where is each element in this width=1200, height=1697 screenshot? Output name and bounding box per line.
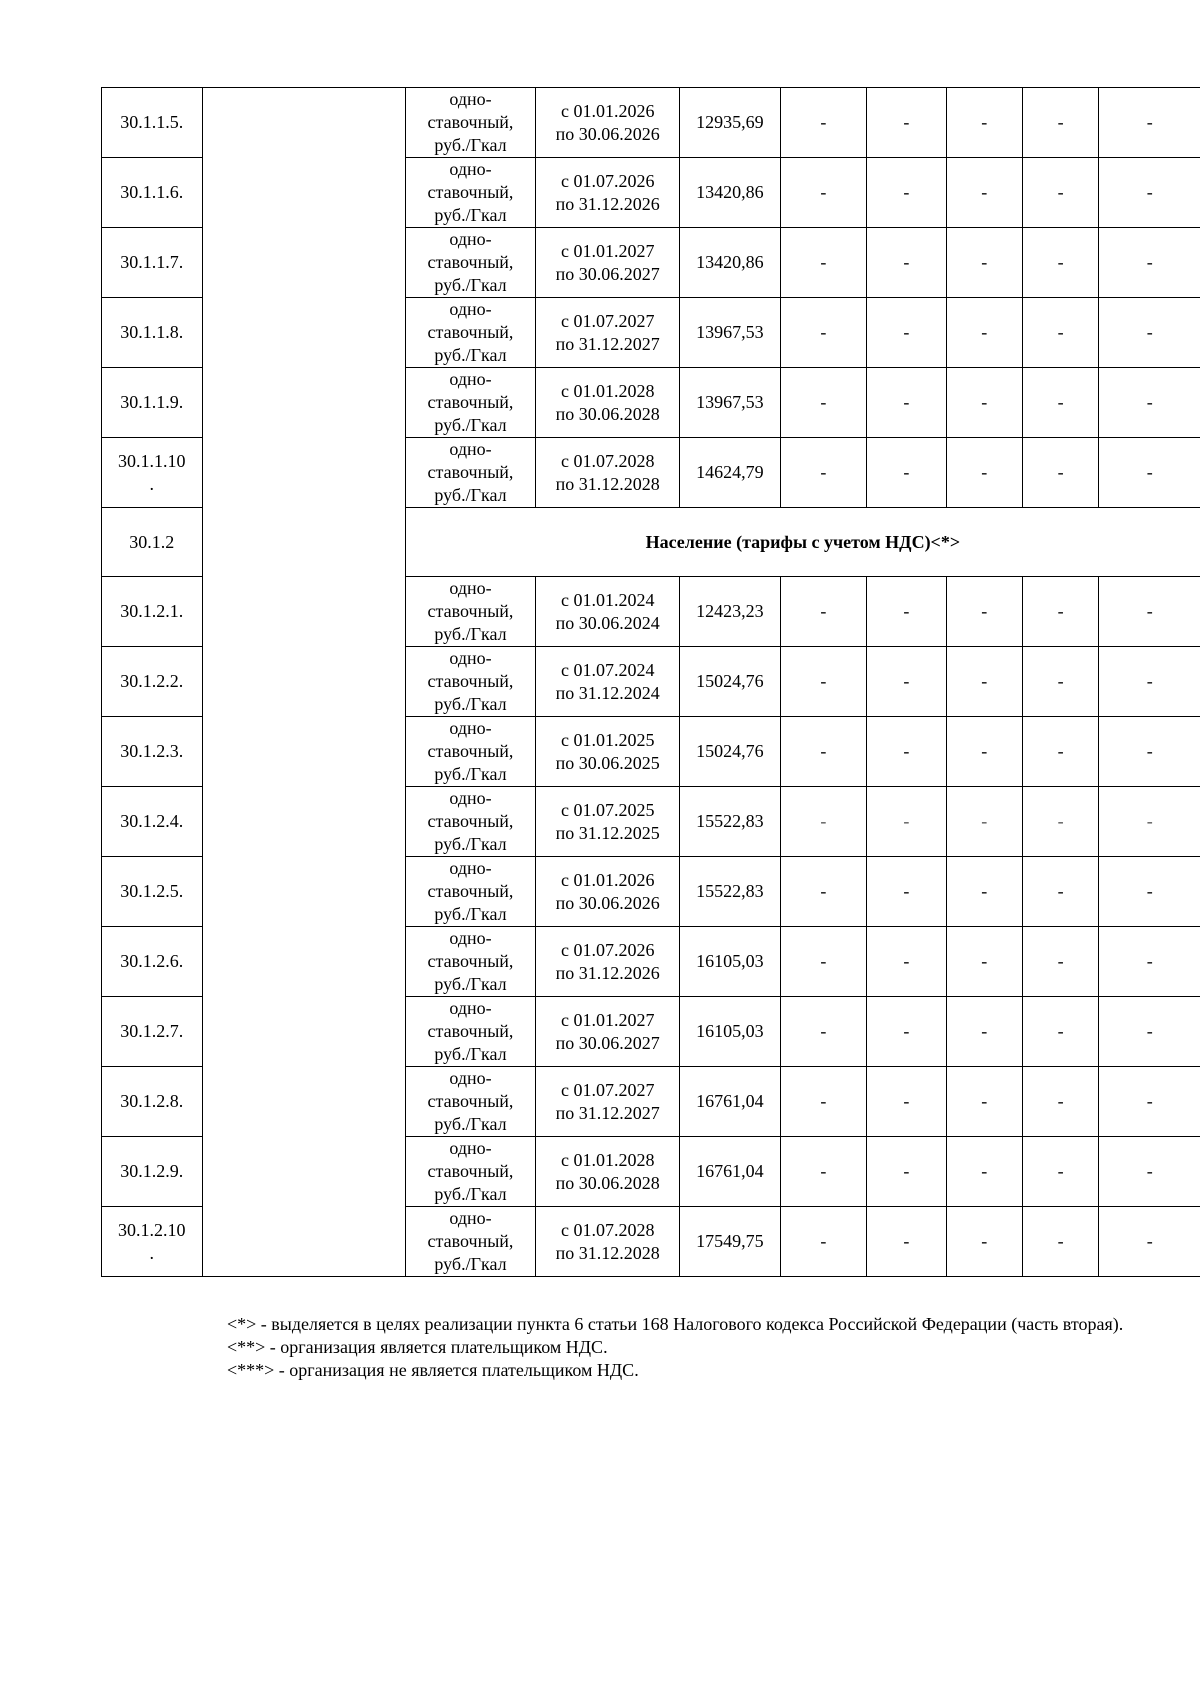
empty-value: -	[1099, 1067, 1200, 1137]
row-number-text: 30.1.2.7.	[120, 1021, 184, 1041]
period-line: с 01.07.2027	[560, 310, 655, 331]
empty-value: -	[1099, 158, 1200, 228]
empty-value: -	[1022, 228, 1098, 298]
empty-value: -	[867, 1067, 946, 1137]
empty-value: -	[1022, 158, 1098, 228]
rate-type-line: одно-	[449, 1068, 492, 1088]
empty-value: -	[780, 438, 866, 508]
period-line: с 01.07.2026	[560, 939, 655, 960]
empty-value: -	[946, 1067, 1022, 1137]
row-number	[102, 857, 203, 927]
organization-cell	[202, 88, 405, 1277]
tariff-value: 15522,83	[680, 857, 781, 927]
empty-value: -	[946, 927, 1022, 997]
tariff-value: 13420,86	[680, 158, 781, 228]
rate-type-line: одно-	[449, 369, 492, 389]
period-line: по 31.12.2024	[555, 682, 660, 703]
row-number	[102, 927, 203, 997]
empty-value: -	[867, 298, 946, 368]
row-number	[102, 1207, 203, 1277]
rate-type	[405, 577, 536, 647]
tariff-value: 14624,79	[680, 438, 781, 508]
row-number-text: 30.1.1.6.	[120, 182, 184, 202]
empty-value: -	[867, 857, 946, 927]
period	[536, 787, 680, 857]
tariff-value: 17549,75	[680, 1207, 781, 1277]
period	[536, 438, 680, 508]
rate-type-line: одно-	[449, 159, 492, 179]
empty-value: -	[1022, 368, 1098, 438]
period-line: по 30.06.2027	[555, 1032, 660, 1053]
rate-type	[405, 927, 536, 997]
footnote-vat-payer: <**> - организация является плательщиком НДС.	[227, 1337, 608, 1357]
row-number	[102, 577, 203, 647]
empty-value: -	[780, 647, 866, 717]
row-number	[102, 997, 203, 1067]
empty-value: -	[946, 577, 1022, 647]
empty-value: -	[867, 927, 946, 997]
empty-value: -	[780, 1137, 866, 1207]
rate-type-line: ставочный,	[427, 881, 514, 901]
empty-value: -	[867, 438, 946, 508]
empty-value: -	[1099, 438, 1200, 508]
period	[536, 1137, 680, 1207]
footnote-non-vat-payer: <***> - организация не является плательщиком НДС.	[227, 1360, 639, 1380]
empty-value: -	[780, 298, 866, 368]
tariff-value: 16761,04	[680, 1067, 781, 1137]
rate-type-line: одно-	[449, 928, 492, 948]
period-line: с 01.01.2028	[560, 1149, 655, 1170]
period	[536, 647, 680, 717]
period-line: с 01.07.2026	[560, 170, 655, 191]
tariff-value: 16105,03	[680, 997, 781, 1067]
empty-value: -	[1022, 787, 1098, 857]
period-line: по 31.12.2027	[555, 1102, 660, 1123]
rate-type-line: ставочный,	[427, 392, 514, 412]
empty-value: -	[1022, 927, 1098, 997]
rate-type-line: одно-	[449, 578, 492, 598]
empty-value: -	[946, 1137, 1022, 1207]
tariff-value: 15024,76	[680, 647, 781, 717]
period	[536, 158, 680, 228]
empty-value: -	[1099, 717, 1200, 787]
period	[536, 368, 680, 438]
empty-value: -	[946, 647, 1022, 717]
rate-type-line: руб./Гкал	[434, 834, 507, 854]
empty-value: -	[867, 368, 946, 438]
empty-value: -	[946, 438, 1022, 508]
rate-type-line: ставочный,	[427, 601, 514, 621]
empty-value: -	[946, 298, 1022, 368]
empty-value: -	[1022, 1067, 1098, 1137]
rate-type-line: ставочный,	[427, 1231, 514, 1251]
empty-value: -	[867, 228, 946, 298]
tariff-value: 16761,04	[680, 1137, 781, 1207]
rate-type-line: ставочный,	[427, 252, 514, 272]
rate-type-line: руб./Гкал	[434, 694, 507, 714]
rate-type	[405, 438, 536, 508]
period-line: с 01.01.2025	[560, 729, 655, 750]
rate-type-line: руб./Гкал	[434, 1254, 507, 1274]
empty-value: -	[780, 857, 866, 927]
empty-value: -	[780, 1067, 866, 1137]
period	[536, 577, 680, 647]
rate-type-line: руб./Гкал	[434, 275, 507, 295]
empty-value: -	[946, 1207, 1022, 1277]
rate-type-line: руб./Гкал	[434, 764, 507, 784]
empty-value: -	[1022, 1207, 1098, 1277]
empty-value: -	[780, 228, 866, 298]
rate-type-line: ставочный,	[427, 671, 514, 691]
section-title: Население (тарифы с учетом НДС)<*>	[405, 508, 1200, 577]
table-row	[102, 88, 1200, 158]
empty-value: -	[946, 368, 1022, 438]
rate-type-line: ставочный,	[427, 462, 514, 482]
period-line: с 01.07.2024	[560, 659, 655, 680]
empty-value: -	[780, 88, 866, 158]
empty-value: -	[946, 717, 1022, 787]
period-line: по 31.12.2026	[555, 962, 660, 983]
tariff-table-body	[102, 88, 1200, 1277]
period	[536, 717, 680, 787]
row-number-text: 30.1.2.9.	[120, 1161, 184, 1181]
rate-type-line: одно-	[449, 718, 492, 738]
period	[536, 1067, 680, 1137]
rate-type-line: одно-	[449, 998, 492, 1018]
row-number	[102, 438, 203, 508]
row-number	[102, 1137, 203, 1207]
rate-type	[405, 298, 536, 368]
row-number	[102, 1067, 203, 1137]
rate-type-line: ставочный,	[427, 1161, 514, 1181]
empty-value: -	[1099, 787, 1200, 857]
empty-value: -	[1099, 927, 1200, 997]
rate-type-line: одно-	[449, 1208, 492, 1228]
rate-type-line: ставочный,	[427, 182, 514, 202]
rate-type-line: руб./Гкал	[434, 135, 507, 155]
empty-value: -	[1022, 717, 1098, 787]
period-line: с 01.01.2027	[560, 1009, 655, 1030]
rate-type-line: одно-	[449, 858, 492, 878]
period-line: по 31.12.2027	[555, 333, 660, 354]
tariff-value: 15024,76	[680, 717, 781, 787]
empty-value: -	[1022, 1137, 1098, 1207]
empty-value: -	[1099, 857, 1200, 927]
rate-type-line: одно-	[449, 788, 492, 808]
rate-type-line: руб./Гкал	[434, 1044, 507, 1064]
row-number-text: 30.1.2.6.	[120, 951, 184, 971]
rate-type-line: ставочный,	[427, 1091, 514, 1111]
empty-value: -	[1099, 1207, 1200, 1277]
empty-value: -	[1099, 997, 1200, 1067]
row-number	[102, 717, 203, 787]
row-number-text: 30.1.2.5.	[120, 881, 184, 901]
rate-type-line: ставочный,	[427, 741, 514, 761]
rate-type	[405, 1067, 536, 1137]
row-number-text: 30.1.2.1.	[120, 601, 184, 621]
period-line: с 01.07.2027	[560, 1079, 655, 1100]
empty-value: -	[946, 158, 1022, 228]
rate-type-line: руб./Гкал	[434, 415, 507, 435]
empty-value: -	[867, 158, 946, 228]
empty-value: -	[780, 787, 866, 857]
empty-value: -	[1022, 577, 1098, 647]
rate-type-line: руб./Гкал	[434, 485, 507, 505]
row-number	[102, 298, 203, 368]
empty-value: -	[780, 577, 866, 647]
row-number-text: 30.1.1.10	[118, 450, 186, 471]
row-number	[102, 787, 203, 857]
empty-value: -	[780, 717, 866, 787]
empty-value: -	[867, 1137, 946, 1207]
empty-value: -	[1022, 298, 1098, 368]
rate-type-line: ставочный,	[427, 811, 514, 831]
period-line: с 01.07.2025	[560, 799, 655, 820]
row-number-text: 30.1.2.4.	[120, 811, 184, 831]
empty-value: -	[1099, 1137, 1200, 1207]
row-number-text: 30.1.1.8.	[120, 322, 184, 342]
tariff-value: 15522,83	[680, 787, 781, 857]
tariff-value: 13967,53	[680, 368, 781, 438]
row-number-text: 30.1.1.5.	[120, 112, 184, 132]
empty-value: -	[780, 158, 866, 228]
period-line: по 30.06.2025	[555, 752, 660, 773]
rate-type-line: одно-	[449, 648, 492, 668]
period-line: с 01.01.2028	[560, 380, 655, 401]
tariff-value: 12935,69	[680, 88, 781, 158]
empty-value: -	[1022, 997, 1098, 1067]
period-line: с 01.07.2028	[560, 450, 655, 471]
row-number-text: .	[149, 1242, 155, 1263]
empty-value: -	[867, 88, 946, 158]
empty-value: -	[1099, 577, 1200, 647]
row-number	[102, 368, 203, 438]
rate-type-line: руб./Гкал	[434, 1184, 507, 1204]
rate-type	[405, 857, 536, 927]
period-line: по 30.06.2028	[555, 403, 660, 424]
rate-type-line: руб./Гкал	[434, 1114, 507, 1134]
rate-type-line: одно-	[449, 299, 492, 319]
rate-type	[405, 228, 536, 298]
empty-value: -	[1099, 647, 1200, 717]
empty-value: -	[867, 577, 946, 647]
period	[536, 997, 680, 1067]
rate-type	[405, 717, 536, 787]
empty-value: -	[946, 88, 1022, 158]
period-line: по 30.06.2026	[555, 892, 660, 913]
empty-value: -	[946, 997, 1022, 1067]
row-number-text: 30.1.2.3.	[120, 741, 184, 761]
rate-type	[405, 647, 536, 717]
rate-type-line: ставочный,	[427, 322, 514, 342]
period-line: по 30.06.2024	[555, 612, 660, 633]
tariff-value: 13420,86	[680, 228, 781, 298]
period-line: с 01.01.2026	[560, 869, 655, 890]
period-line: по 31.12.2028	[555, 1242, 660, 1263]
empty-value: -	[780, 368, 866, 438]
footnote-vat: <*> - выделяется в целях реализации пункта 6 статьи 168 Налогового кодекса Российской Федерации (часть вторая).	[227, 1314, 1124, 1334]
empty-value: -	[1099, 88, 1200, 158]
rate-type-line: руб./Гкал	[434, 904, 507, 924]
row-number-text: 30.1.2.10	[118, 1219, 186, 1240]
empty-value: -	[1099, 298, 1200, 368]
empty-value: -	[946, 857, 1022, 927]
rate-type-line: одно-	[449, 229, 492, 249]
period	[536, 298, 680, 368]
row-number-text: 30.1.1.9.	[120, 392, 184, 412]
row-number-text: 30.1.2.2.	[120, 671, 184, 691]
empty-value: -	[867, 787, 946, 857]
rate-type-line: одно-	[449, 1138, 492, 1158]
rate-type-line: одно-	[449, 439, 492, 459]
empty-value: -	[1022, 857, 1098, 927]
empty-value: -	[780, 927, 866, 997]
rate-type-line: руб./Гкал	[434, 205, 507, 225]
rate-type	[405, 997, 536, 1067]
empty-value: -	[946, 228, 1022, 298]
period	[536, 228, 680, 298]
section-number: 30.1.2	[102, 508, 203, 577]
empty-value: -	[946, 787, 1022, 857]
empty-value: -	[1022, 88, 1098, 158]
rate-type	[405, 787, 536, 857]
rate-type-line: ставочный,	[427, 951, 514, 971]
rate-type-line: ставочный,	[427, 112, 514, 132]
rate-type-line: ставочный,	[427, 1021, 514, 1041]
empty-value: -	[1022, 438, 1098, 508]
rate-type-line: руб./Гкал	[434, 345, 507, 365]
period-line: по 30.06.2027	[555, 263, 660, 284]
row-number-text: .	[149, 473, 155, 494]
row-number	[102, 228, 203, 298]
tariff-value: 16105,03	[680, 927, 781, 997]
empty-value: -	[867, 717, 946, 787]
period-line: по 31.12.2028	[555, 473, 660, 494]
period-line: по 31.12.2025	[555, 822, 660, 843]
period	[536, 1207, 680, 1277]
empty-value: -	[780, 1207, 866, 1277]
tariff-value: 13967,53	[680, 298, 781, 368]
rate-type	[405, 1207, 536, 1277]
period-line: с 01.01.2024	[560, 589, 655, 610]
empty-value: -	[1099, 228, 1200, 298]
empty-value: -	[1022, 647, 1098, 717]
period-line: с 01.07.2028	[560, 1219, 655, 1240]
period	[536, 927, 680, 997]
period	[536, 88, 680, 158]
row-number	[102, 88, 203, 158]
row-number	[102, 158, 203, 228]
tariff-value: 12423,23	[680, 577, 781, 647]
rate-type-line: руб./Гкал	[434, 624, 507, 644]
row-number	[102, 647, 203, 717]
rate-type	[405, 88, 536, 158]
empty-value: -	[867, 647, 946, 717]
period	[536, 857, 680, 927]
period-line: по 30.06.2028	[555, 1172, 660, 1193]
empty-value: -	[867, 997, 946, 1067]
rate-type-line: одно-	[449, 89, 492, 109]
footnotes	[172, 1313, 1132, 1382]
rate-type	[405, 158, 536, 228]
empty-value: -	[1099, 368, 1200, 438]
empty-value: -	[867, 1207, 946, 1277]
period-line: с 01.01.2026	[560, 100, 655, 121]
rate-type	[405, 1137, 536, 1207]
empty-value: -	[780, 997, 866, 1067]
period-line: по 30.06.2026	[555, 123, 660, 144]
rate-type	[405, 368, 536, 438]
row-number-text: 30.1.1.7.	[120, 252, 184, 272]
period-line: по 31.12.2026	[555, 193, 660, 214]
row-number-text: 30.1.2.8.	[120, 1091, 184, 1111]
tariff-table	[101, 87, 1200, 1277]
period-line: с 01.01.2027	[560, 240, 655, 261]
rate-type-line: руб./Гкал	[434, 974, 507, 994]
